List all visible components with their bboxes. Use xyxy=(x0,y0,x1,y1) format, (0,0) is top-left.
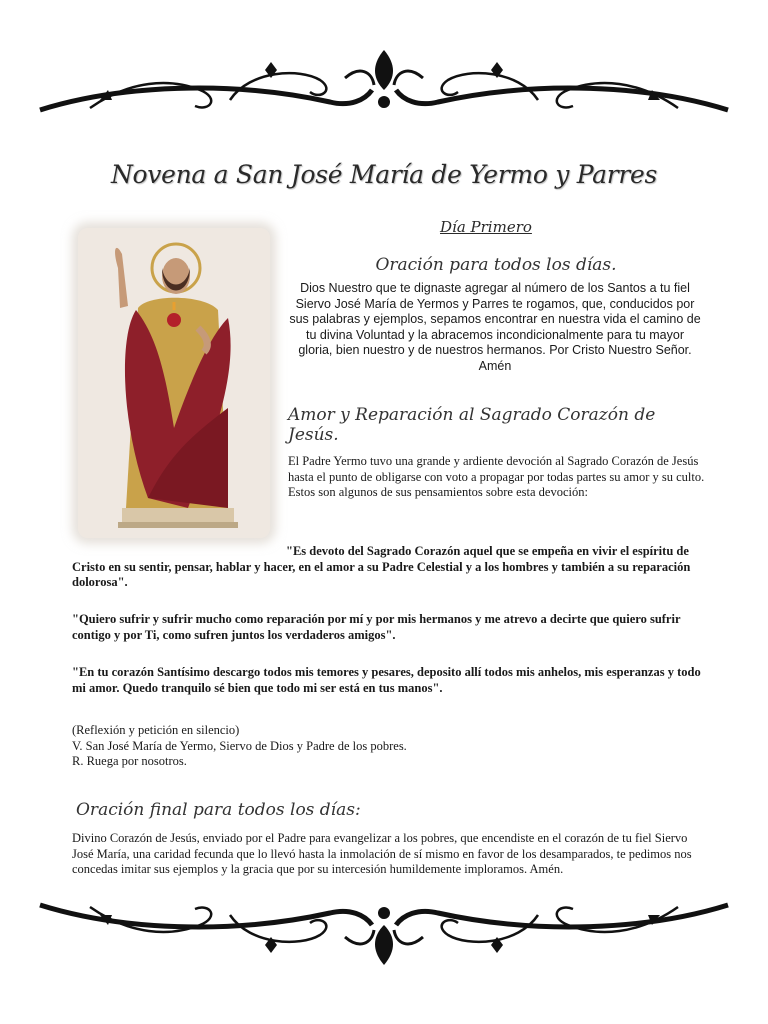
bottom-ornament-flourish xyxy=(0,885,768,970)
top-ornament-flourish xyxy=(0,30,768,125)
day-heading: Día Primero xyxy=(440,218,532,236)
page-title: Novena a San José María de Yermo y Parres xyxy=(110,160,658,189)
quote-2: "Quiero sufrir y sufrir mucho como reparación por mí y por mis hermanos y me atrevo a decirte que quiero sufrir contigo y por Ti, como sufren juntos los verdaderos amigos". xyxy=(72,612,681,642)
amor-intro-paragraph xyxy=(288,454,708,501)
reflection-line-1: (Reflexión y petición en silencio) xyxy=(72,723,240,737)
amor-intro-text-2: Estos son algunos de sus pensamientos sobre esta devoción: xyxy=(288,485,588,499)
prayer-all-days-text: Dios Nuestro que te dignaste agregar al número de los Santos a tu fiel Siervo José María de Yermos y Parres te rogamos, que, conducidos por sus palabras y ejemplos, sepamos encontrar en nuestra vida el camino de tu divina Voluntad y la abracemos incondicionalmente para tu mayor gloria, bien nuestro y de nuestros hermanos. Por Cristo Nuestro Señor. Amén xyxy=(289,281,701,373)
prayer-final-heading: Oración final para todos los días: xyxy=(76,800,361,820)
sacred-heart-statue-image xyxy=(78,228,270,538)
reflection-line-3: R. Ruega por nosotros. xyxy=(72,754,187,768)
prayer-all-days-heading: Oración para todos los días. xyxy=(375,255,617,275)
quote-1: "Es devoto del Sagrado Corazón aquel que se empeña en vivir el espíritu de Cristo en su sentir, pensar, hablar y hacer, en el amor a su Padre Celestial y a los hombres y también a su reparación dolorosa". xyxy=(72,544,691,589)
amor-reparacion-heading: Amor y Reparación al Sagrado Corazón de Jesús. xyxy=(288,405,656,445)
amor-intro-text: El Padre Yermo tuvo una grande y ardiente devoción al Sagrado Corazón de Jesús hasta el punto de obligarse con voto a propagar por todas partes su amor y su culto. xyxy=(288,454,705,484)
quote-3: "En tu corazón Santísimo descargo todos mis temores y pesares, deposito allí todos mis anhelos, mis esperanzas y todo mi amor. Quedo tranquilo sé bien que todo mi ser está en tus manos". xyxy=(72,665,701,695)
reflection-block xyxy=(72,723,692,770)
reflection-line-2: V. San José María de Yermo, Siervo de Dios y Padre de los pobres. xyxy=(72,738,407,753)
prayer-final-text: Divino Corazón de Jesús, enviado por el Padre para evangelizar a los pobres, que encendiste en el corazón de tu fiel Siervo José María, una caridad fecunda que lo llevó hasta la inmolación de sí mismo en favor de los desamparados, te pedimos nos concedas imitar sus ejemplos y la gracia que por su intercesión humildemente imploramos. Amén. xyxy=(72,831,692,876)
